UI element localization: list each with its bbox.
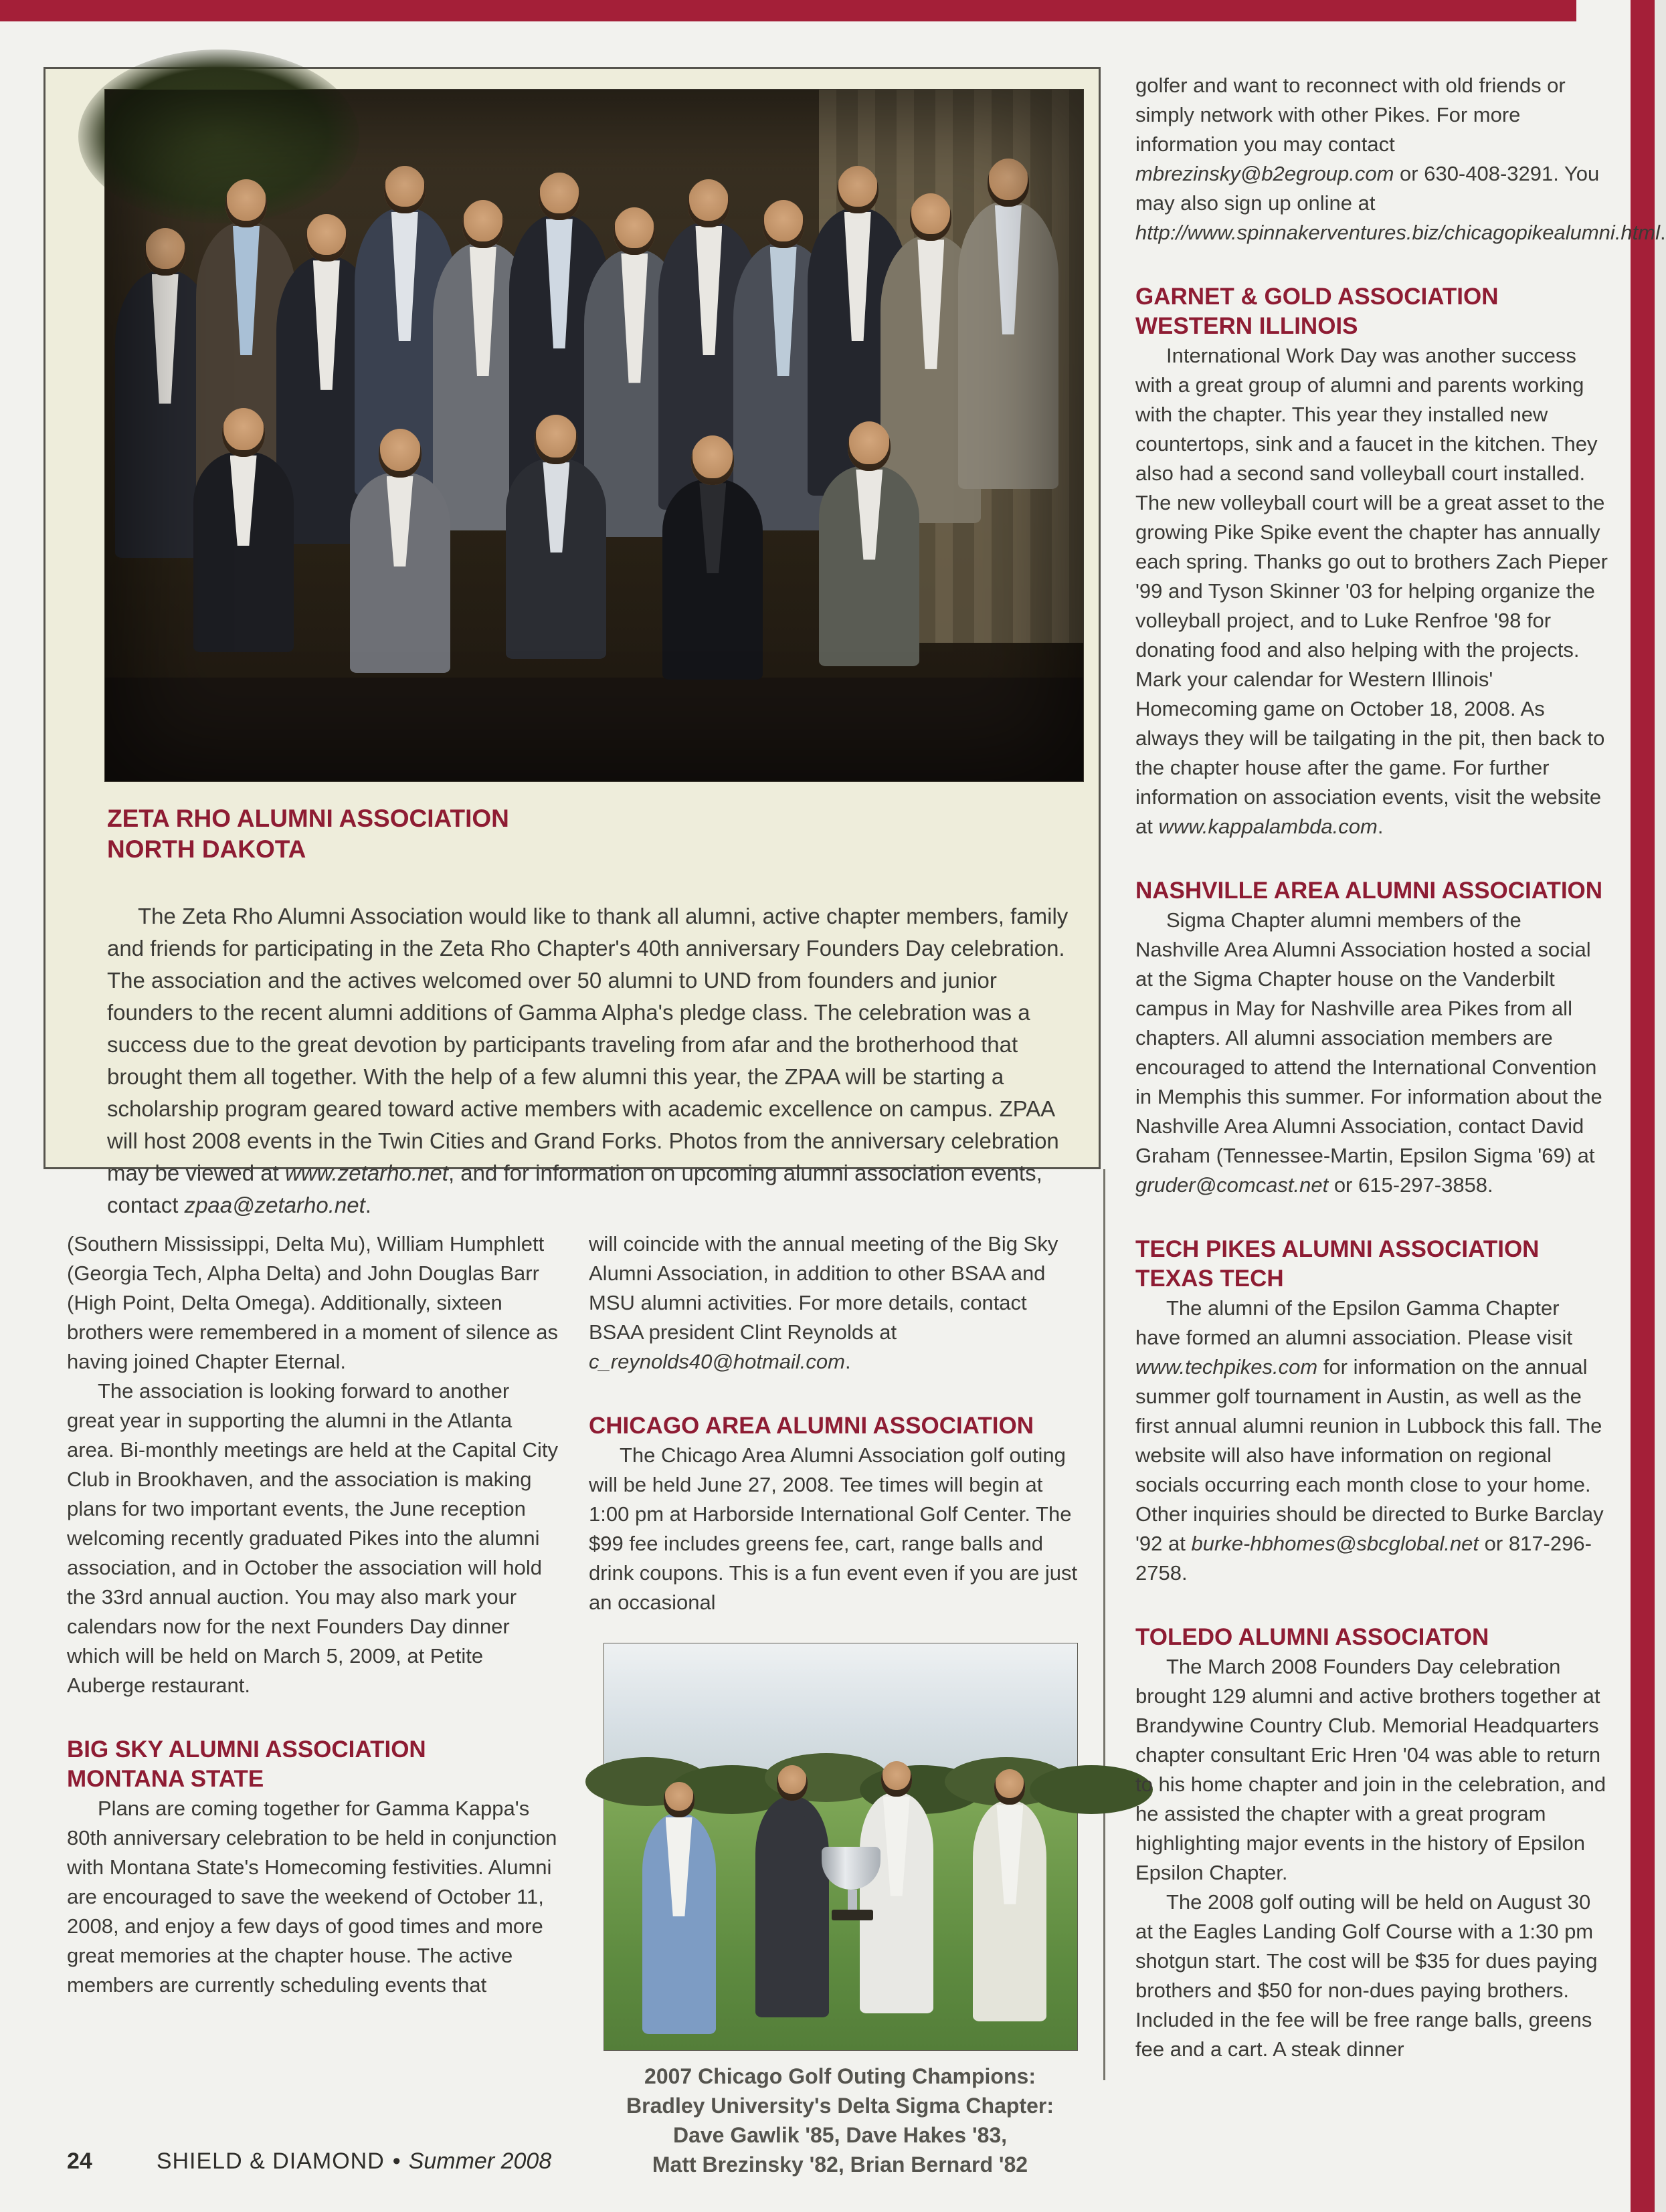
garnet-gold-paragraph: International Work Day was another success with a great group of alumni and parents working with the chapter. This year they installed new countertops, sink and a faucet in the kitchen. They also had a second sand volleyball court installed. The new volleyball court will be a great asset to the growing Pike Spike event the chapter has annually each spring. Thanks go out to brothers Zach Pieper '99 and Tyson Skinner '03 for helping organize the volleyball project, and to Luke Renfroe '98 for donating food and also helping with the projects. Mark your calendar for Western Illinois' Homecoming game on October 18, 2008. As always they will be tailgating in the pit, then back to the chapter house after the game. For further information on association events, visit the website at www.kappalambda.com. xyxy=(1135,344,1608,838)
golf-caption-line2: Bradley University's Delta Sigma Chapter: xyxy=(626,2094,1054,2118)
person-head xyxy=(664,1782,695,1817)
chicago-heading: CHICAGO AREA ALUMNI ASSOCIATION xyxy=(589,1413,1034,1439)
tech-pikes-heading-line2: TEXAS TECH xyxy=(1135,1266,1284,1292)
nashville-paragraph: Sigma Chapter alumni members of the Nashville Area Alumni Association hosted a social at the Sigma Chapter house on the Vanderbilt campus in May for Nashville area Pikes from all chapters. All alumni association members are encouraged to attend the International Convention in Memphis this summer. For information about the Nashville Area Alumni Association, contact David Graham (Tennessee-Martin, Epsilon Sigma '69) at gruder@comcast.net or 615-297-3858. xyxy=(1135,908,1602,1197)
big-sky-heading-line2: MONTANA STATE xyxy=(67,1766,264,1792)
top-red-edge-bar xyxy=(0,0,1576,21)
zeta-rho-group-photo xyxy=(104,89,1084,782)
big-sky-paragraph: Plans are coming together for Gamma Kappa's 80th anniversary celebration to be held in conjunction with Montana State's Homecoming festivities. Alumni are encouraged to save the weekend of October 11, 2008, and enjoy a few days of good times and more great memories at the chapter house. The active members are currently scheduling events that xyxy=(67,1797,557,1997)
middle-column xyxy=(589,1229,1082,2179)
photo-vignette xyxy=(105,90,1083,781)
person-head xyxy=(777,1765,808,1801)
column-divider-rule xyxy=(1103,1169,1105,2080)
trophy-base xyxy=(832,1910,873,1920)
page-footer xyxy=(67,2148,551,2175)
tech-pikes-paragraph: The alumni of the Epsilon Gamma Chapter have formed an alumni association. Please visit www.techpikes.com for information on the annual summer golf tournament in Austin, as well as the first annual alumni reunion in Lubbock this fall. The website will also have information on regional socials occurring each month close to your home. Other inquiries should be directed to Burke Barclay '92 at burke-hbhomes@sbcglobal.net or 817-296-2758. xyxy=(1135,1296,1604,1585)
footer-separator: • xyxy=(392,2148,401,2174)
atlanta-events-paragraph: The association is looking forward to another great year in supporting the alumni in the Atlanta area. Bi-monthly meetings are held at the Capital City Club in Brookhaven, and the association is making plans for two important events, the June reception welcoming recently graduated Pikes into the alumni association, and in October the association will hold the 33rd annual auction. You may also mark your calendars now for the next Founders Day dinner which will be held on March 5, 2009, at Petite Auberge restaurant. xyxy=(67,1379,559,1697)
toledo-heading: TOLEDO ALUMNI ASSOCIATON xyxy=(1135,1624,1489,1650)
tech-pikes-heading-line1: TECH PIKES ALUMNI ASSOCIATION xyxy=(1135,1236,1540,1262)
person-head xyxy=(881,1761,912,1797)
zeta-rho-heading-line1: ZETA RHO ALUMNI ASSOCIATION xyxy=(107,805,509,832)
chicago-golf-outing-photo xyxy=(604,1643,1078,2051)
zeta-rho-feature-box xyxy=(43,67,1101,1217)
chicago-continued-paragraph: golfer and want to reconnect with old friends or simply network with other Pikes. For more information you may contact mbrezinsky@b2egroup.com or 630-408-3291. You may also sign up online at http://www.spinnakerventures.biz/chicagopikealumni.html. xyxy=(1135,74,1666,244)
garnet-gold-heading-line2: WESTERN ILLINOIS xyxy=(1135,313,1358,339)
golf-photo-caption xyxy=(604,2062,1077,2179)
zeta-rho-heading-line2: NORTH DAKOTA xyxy=(107,835,306,863)
nashville-heading: NASHVILLE AREA ALUMNI ASSOCIATION xyxy=(1135,878,1603,904)
zeta-rho-paragraph: The Zeta Rho Alumni Association would like to thank all alumni, active chapter members, family and friends for participating in the Zeta Rho Chapter's 40th anniversary Founders Day celebration. The association and the actives welcomed over 50 alumni to UND from founders and junior founders to the recent alumni additions of Gamma Alpha's pledge class. The celebration was a success due to the great devotion by participants traveling from afar and the brotherhood that brought them all together. With the help of a few alumni this year, the ZPAA will be starting a scholarship program geared toward active members with academic excellence on campus. ZPAA will host 2008 events in the Twin Cities and Grand Forks. Photos from the anniversary celebration may be viewed at www.zetarho.net, and for information on upcoming alumni association events, contact zpaa@zetarho.net. xyxy=(107,904,1069,1217)
person-head xyxy=(994,1769,1025,1805)
big-sky-continued-paragraph: will coincide with the annual meeting of the Big Sky Alumni Association, in addition to other BSAA and MSU alumni activities. For more details, contact BSAA president Clint Reynolds at c_reynolds40@hotmail.com. xyxy=(589,1232,1058,1373)
page-number: 24 xyxy=(67,2148,92,2174)
toledo-paragraph2: The 2008 golf outing will be held on August 30 at the Eagles Landing Golf Course with a 1:30 pm shotgun start. The cost will be $35 for dues paying brothers and $50 for non-dues paying brothers. Included in the fee will be free range balls, greens fee and a cart. A steak dinner xyxy=(1135,1890,1598,2061)
atlanta-continued-paragraph: (Southern Mississippi, Delta Mu), William Humphlett (Georgia Tech, Alpha Delta) and John Douglas Barr (High Point, Delta Omega). Additionally, sixteen brothers were remembered in a moment of silence as having joined Chapter Eternal. xyxy=(67,1232,558,1373)
big-sky-heading-line1: BIG SKY ALUMNI ASSOCIATION xyxy=(67,1736,426,1763)
chicago-paragraph: The Chicago Area Alumni Association golf outing will be held June 27, 2008. Tee times will begin at 1:00 pm at Harborside International Golf Center. The $99 fee includes greens fee, cart, range balls and drink coupons. This is a fun event even if you are just an occasional xyxy=(589,1443,1078,1614)
trophy-stem xyxy=(848,1890,857,1910)
golf-caption-line3: Dave Gawlik '85, Dave Hakes '83, xyxy=(672,2123,1008,2147)
issue-name: Summer 2008 xyxy=(408,2148,552,2174)
trophy-icon xyxy=(822,1847,883,1927)
left-column xyxy=(67,1229,560,2000)
right-column xyxy=(1135,71,1666,2064)
magazine-title: SHIELD & DIAMOND xyxy=(156,2148,385,2174)
golf-caption-line1: 2007 Chicago Golf Outing Champions: xyxy=(644,2064,1036,2088)
treeline-decor xyxy=(1030,1765,1153,1814)
trophy-bowl xyxy=(822,1847,881,1890)
golf-caption-line4: Matt Brezinsky '82, Brian Bernard '82 xyxy=(652,2152,1028,2177)
right-red-edge-bar xyxy=(1631,0,1655,2212)
garnet-gold-heading-line1: GARNET & GOLD ASSOCIATION xyxy=(1135,284,1499,310)
toledo-paragraph1: The March 2008 Founders Day celebration brought 129 alumni and active brothers together at Brandywine Country Club. Memorial Headquarters chapter consultant Eric Hren '04 was able to return to his home chapter and join in the celebration, and he assisted the chapter with a great program highlighting major events in the history of Epsilon Epsilon Chapter. xyxy=(1135,1655,1606,1884)
